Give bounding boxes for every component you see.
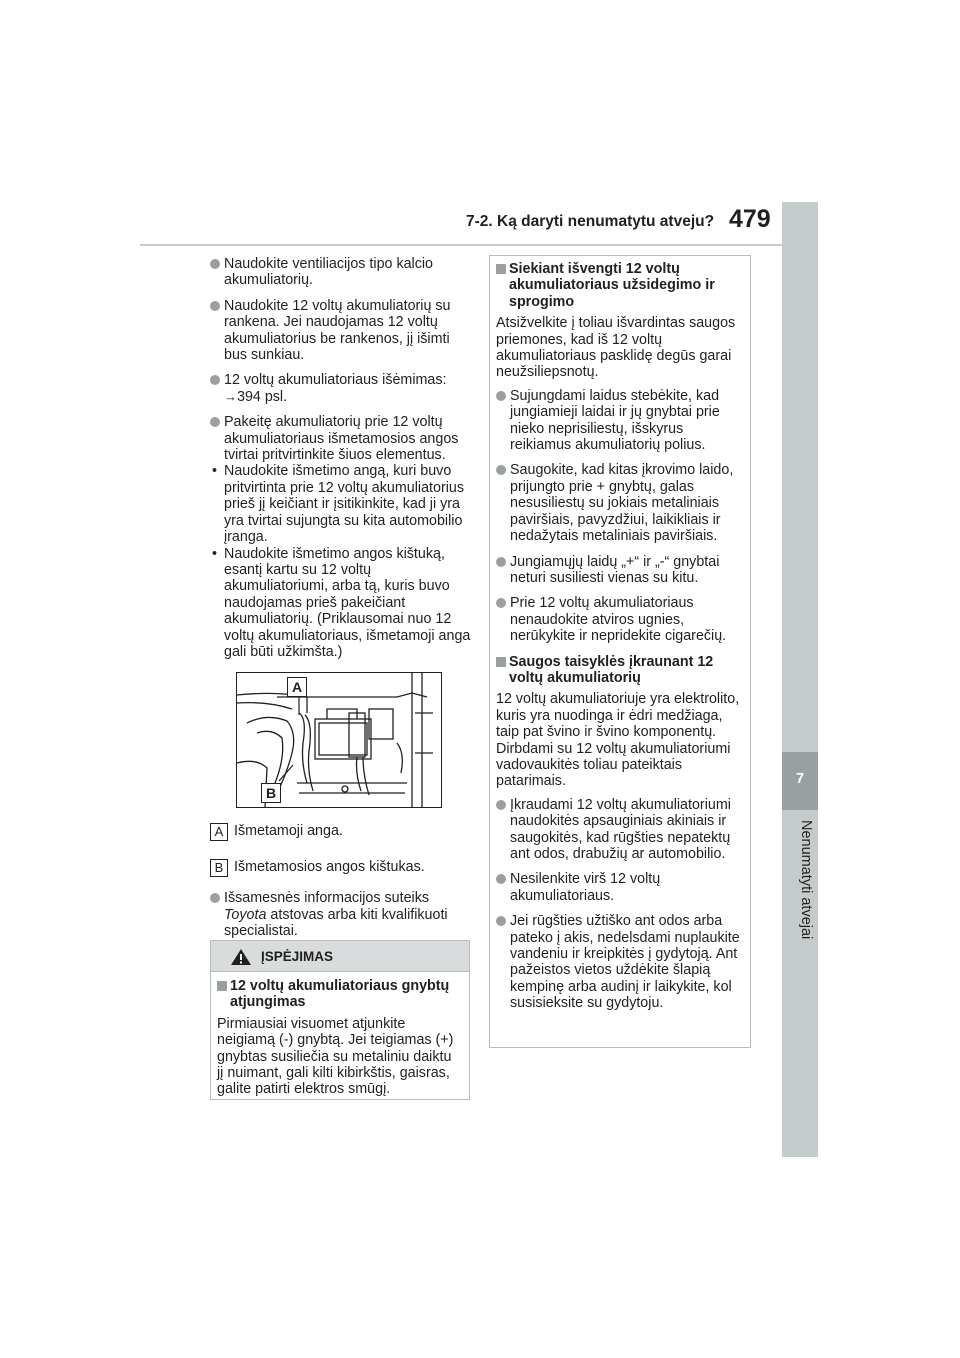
bullet-text: Naudokite 12 voltų akumuliatorių su rankena. Jei naudojamas 12 voltų akumuliatorius be rankenos, jį išimti bus sunkiau. [224,297,451,364]
chapter-label: Nenumatyti atvejai [798,820,814,940]
chapter-number: 7 [795,770,805,787]
warning-body [211,972,469,1098]
square-bullet-icon [496,264,506,274]
bullet-dot-icon [496,800,506,810]
bullet-dot-icon [210,417,220,427]
list-item [496,913,742,1011]
square-bullet-icon [496,657,506,667]
bullet-text: Jungiamųjų laidų „+“ ir „-“ gnybtai neturi susiliesti vienas su kitu. [510,553,720,586]
legend-key-b: B [210,859,228,877]
brand-name: Toyota [224,906,267,923]
list-item [496,871,742,904]
bullet-dot-icon [496,465,506,475]
sub-list-item [210,463,472,545]
bullet-text: Nesilenkite virš 12 voltų akumuliatoriaus. [510,871,661,904]
warning-heading-text: 12 voltų akumuliatoriaus gnybtų atjungimas [230,978,450,1011]
arrow-right-icon: → [224,388,237,404]
section-heading-text: Saugos taisyklės įkraunant 12 voltų akumuliatorių [509,653,714,686]
list-item [496,595,742,644]
bullet-text: Įkraudami 12 voltų akumuliatoriumi naudokitės apsauginiais akiniais ir saugokitės, kad rūgšties nepatektų ant odos, drabužių ar automobilio. [510,796,731,862]
square-bullet-icon [217,981,227,991]
bullet-dot-icon [210,259,220,269]
bullet-dot-icon [496,874,506,884]
list-item [496,554,742,587]
section-title: 7-2. Ką daryti nenumatytu atveju? [466,213,715,230]
left-column [210,256,472,949]
legend-key-a: A [210,823,228,841]
list-item [210,372,472,405]
list-item [496,797,742,863]
list-item [210,298,472,364]
section-intro: Atsižvelkite į toliau išvardintas saugos priemones, kad iš 12 voltų akumuliatoriaus pasklidę degūs garai neužsiliepsnotų. [496,315,736,381]
bullet-dot-icon [496,916,506,926]
legend-item [210,858,472,880]
bullet-text: atstovas arba kiti kvalifikuoti specialistai. [224,906,448,940]
safety-info-body [490,256,750,1012]
bullet-dot-icon [496,557,506,567]
header-rule [140,244,782,246]
warning-box [210,940,470,1100]
callout-a: A [287,677,307,697]
warning-header [211,941,469,972]
list-item [210,414,472,463]
list-item [496,462,742,544]
page-number: 479 [729,205,771,233]
section-heading [496,654,742,687]
bullet-text: Išsamesnės informacijos suteiks [224,890,429,907]
bullet-text: Sujungdami laidus stebėkite, kad jungiamieji laidai ir jų gnybtai prie nieko neprisiliestų, išskyrus reikiamus akumuliatorių polius. [510,387,720,454]
section-intro: 12 voltų akumuliatoriuje yra elektrolito, kuris yra nuodinga ir ėdri medžiaga, taip pat švino ir švino komponentų. Dirbdami su 12 voltų akumuliatoriumi vadovaukitės toliau pateiktais patarimais. [496,691,740,790]
bullet-dot-icon [210,301,220,311]
legend-text: Išmetamosios angos kištukas. [234,859,425,876]
warning-text: Pirmiausiai visuomet atjunkite neigiamą (-) gnybtą. Jei teigiamas (+) gnybtas susiliečia su metaliniu daiktu jį nuimant, gali kilti kibirkštis, gaisras, galite patirti elektros smūgį. [217,1015,454,1098]
bullet-dot-icon [496,391,506,401]
bullet-text: Pakeitę akumuliatorių prie 12 voltų akumuliatoriaus išmetamosios angos tvirtai pritvirtinkite šiuos elementus. [224,414,459,464]
callout-b: B [261,783,281,803]
sub-bullet-marker: • [212,463,218,480]
warning-title: ĮSPĖJIMAS [261,949,334,964]
page-reference-link[interactable]: 394 psl. [237,388,288,405]
sub-item-text: Naudokite išmetimo angos kištuką, esantį kartu su 12 voltų akumuliatoriumi, arba tą, kuris buvo naudojamas prieš pakeičiant akumuliatorių. (Priklausomai nuo 12 voltų akumuliatoriaus, išmetamoji anga gali būti užkimšta.) [224,545,471,660]
bullet-text: Jei rūgšties užtiško ant odos arba pateko į akis, nedelsdami nuplaukite vandeniu ir kreipkitės į gydytoją. Ant pažeistos vietos uždėkite šlapią kempinę arba audinį ir laikykite, kol susisieksite su gydytoju. [510,913,740,1012]
legend-text: Išmetamoji anga. [234,823,343,840]
chapter-side-tab [782,202,818,1157]
list-item [496,388,742,454]
sub-list-item [210,546,472,661]
warning-heading [217,978,461,1011]
bullet-text: Prie 12 voltų akumuliatoriaus nenaudokite atviros ugnies, nerūkykite ir nepridekite cigarečių. [510,595,727,645]
safety-info-box [489,255,751,1048]
sub-item-text: Naudokite išmetimo angą, kuri buvo pritvirtinta prie 12 voltų akumuliatorius prieš jį keičiant ir įsitikinkite, kad ji yra yra tvirtai sujungta su kita automobilio įranga. [224,463,464,546]
bullet-text: 12 voltų akumuliatoriaus išėmimas: [224,372,447,389]
list-item [210,890,472,939]
sub-bullet-marker: • [212,545,218,562]
bullet-dot-icon [496,598,506,608]
legend-item [210,822,472,844]
warning-triangle-icon [230,948,252,966]
bullet-dot-icon [210,375,220,385]
section-heading [496,261,742,310]
section-heading-text: Siekiant išvengti 12 voltų akumuliatoriaus užsidegimo ir sprogimo [509,261,715,310]
bullet-text: Saugokite, kad kitas įkrovimo laido, prijungto prie + gnybtų, galas nesusiliestų su jokiais metaliniais paviršiais, pavyzdžiui, laikikliais ir nedažytais metaliniais paviršiais. [510,462,734,545]
list-item [210,256,472,289]
bullet-dot-icon [210,893,220,903]
battery-vent-illustration [236,672,442,808]
bullet-text: Naudokite ventiliacijos tipo kalcio akumuliatorių. [224,256,434,289]
